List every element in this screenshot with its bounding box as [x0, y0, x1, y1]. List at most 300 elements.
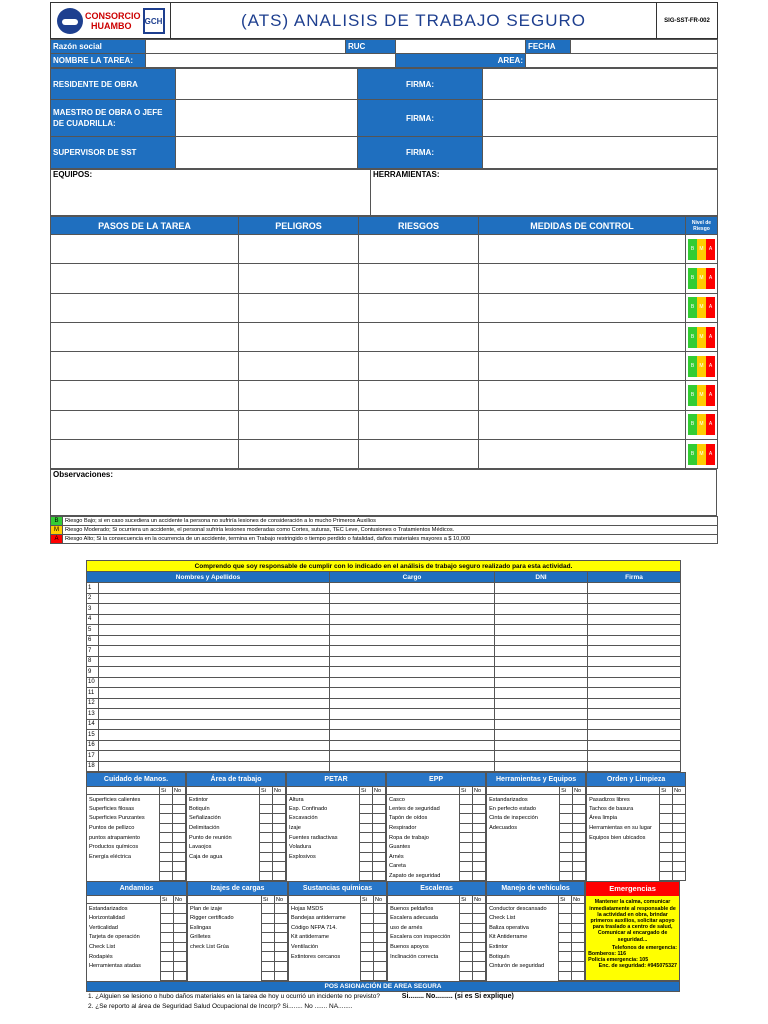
dni-cell[interactable] [495, 751, 588, 762]
si-checkbox[interactable] [160, 814, 173, 824]
si-checkbox[interactable] [262, 913, 275, 923]
risk-level-b-option[interactable]: B [688, 297, 697, 318]
si-checkbox[interactable] [360, 862, 373, 872]
si-checkbox[interactable] [559, 913, 572, 923]
si-checkbox[interactable] [660, 852, 673, 862]
no-checkbox[interactable] [275, 904, 288, 914]
peligro-cell[interactable] [239, 293, 359, 322]
cargo-cell[interactable] [330, 740, 495, 751]
no-checkbox[interactable] [174, 904, 187, 914]
cargo-cell[interactable] [330, 719, 495, 730]
si-checkbox[interactable] [460, 952, 473, 962]
no-checkbox[interactable] [273, 823, 286, 833]
fecha-field[interactable] [571, 40, 718, 54]
no-checkbox[interactable] [473, 871, 486, 881]
paso-cell[interactable] [51, 410, 239, 439]
no-checkbox[interactable] [275, 952, 288, 962]
si-checkbox[interactable] [460, 814, 473, 824]
residente-field[interactable] [176, 69, 358, 100]
no-checkbox[interactable] [673, 814, 686, 824]
risk-level-m-option[interactable]: M [697, 268, 706, 289]
no-checkbox[interactable] [373, 804, 386, 814]
no-checkbox[interactable] [473, 804, 486, 814]
medida-cell[interactable] [479, 440, 686, 469]
firma-cell[interactable] [588, 593, 681, 604]
no-checkbox[interactable] [573, 862, 586, 872]
risk-level-b-option[interactable]: B [688, 327, 697, 348]
si-checkbox[interactable] [460, 971, 473, 981]
si-checkbox[interactable] [161, 904, 174, 914]
risk-level-b-option[interactable]: B [688, 356, 697, 377]
si-checkbox[interactable] [262, 942, 275, 952]
no-checkbox[interactable] [273, 871, 286, 881]
observaciones-field[interactable] [51, 470, 717, 516]
si-checkbox[interactable] [160, 852, 173, 862]
medida-cell[interactable] [479, 410, 686, 439]
si-checkbox[interactable] [460, 804, 473, 814]
si-checkbox[interactable] [559, 952, 572, 962]
nombre-tarea-field[interactable] [146, 54, 396, 68]
no-checkbox[interactable] [374, 952, 387, 962]
cargo-cell[interactable] [330, 625, 495, 636]
no-checkbox[interactable] [573, 804, 586, 814]
herramientas-field[interactable] [371, 170, 718, 216]
si-checkbox[interactable] [460, 904, 473, 914]
no-checkbox[interactable] [273, 852, 286, 862]
si-checkbox[interactable] [360, 842, 373, 852]
no-checkbox[interactable] [373, 871, 386, 881]
si-checkbox[interactable] [660, 833, 673, 843]
cargo-cell[interactable] [330, 677, 495, 688]
risk-level-b-option[interactable]: B [688, 414, 697, 435]
paso-cell[interactable] [51, 440, 239, 469]
no-checkbox[interactable] [374, 913, 387, 923]
no-checkbox[interactable] [473, 923, 486, 933]
no-checkbox[interactable] [573, 823, 586, 833]
paso-cell[interactable] [51, 381, 239, 410]
no-checkbox[interactable] [673, 823, 686, 833]
ruc-field[interactable] [396, 40, 526, 54]
no-checkbox[interactable] [473, 814, 486, 824]
no-checkbox[interactable] [173, 804, 186, 814]
no-checkbox[interactable] [373, 842, 386, 852]
nombre-cell[interactable] [99, 688, 330, 699]
no-checkbox[interactable] [673, 842, 686, 852]
si-checkbox[interactable] [161, 971, 174, 981]
nombre-cell[interactable] [99, 593, 330, 604]
riesgo-cell[interactable] [359, 264, 479, 293]
si-checkbox[interactable] [460, 842, 473, 852]
cargo-cell[interactable] [330, 583, 495, 594]
medida-cell[interactable] [479, 322, 686, 351]
si-checkbox[interactable] [360, 804, 373, 814]
no-checkbox[interactable] [473, 842, 486, 852]
dni-cell[interactable] [495, 698, 588, 709]
si-checkbox[interactable] [560, 804, 573, 814]
no-checkbox[interactable] [573, 842, 586, 852]
si-checkbox[interactable] [260, 795, 273, 805]
firma-cell[interactable] [588, 677, 681, 688]
si-checkbox[interactable] [660, 804, 673, 814]
si-checkbox[interactable] [262, 952, 275, 962]
si-checkbox[interactable] [361, 923, 374, 933]
si-checkbox[interactable] [260, 842, 273, 852]
si-checkbox[interactable] [560, 871, 573, 881]
no-checkbox[interactable] [573, 852, 586, 862]
no-checkbox[interactable] [473, 933, 486, 943]
no-checkbox[interactable] [374, 971, 387, 981]
no-checkbox[interactable] [174, 923, 187, 933]
si-checkbox[interactable] [360, 814, 373, 824]
si-checkbox[interactable] [360, 852, 373, 862]
no-checkbox[interactable] [174, 942, 187, 952]
risk-level-a-option[interactable]: A [706, 414, 715, 435]
cargo-cell[interactable] [330, 751, 495, 762]
si-checkbox[interactable] [360, 823, 373, 833]
nombre-cell[interactable] [99, 677, 330, 688]
maestro-field[interactable] [176, 100, 358, 137]
cargo-cell[interactable] [330, 614, 495, 625]
si-checkbox[interactable] [660, 795, 673, 805]
si-checkbox[interactable] [160, 804, 173, 814]
paso-cell[interactable] [51, 322, 239, 351]
si-checkbox[interactable] [161, 942, 174, 952]
no-checkbox[interactable] [572, 952, 585, 962]
si-checkbox[interactable] [460, 961, 473, 971]
no-checkbox[interactable] [673, 833, 686, 843]
paso-cell[interactable] [51, 352, 239, 381]
firma-cell[interactable] [588, 625, 681, 636]
paso-cell[interactable] [51, 235, 239, 264]
dni-cell[interactable] [495, 719, 588, 730]
si-checkbox[interactable] [262, 904, 275, 914]
si-checkbox[interactable] [660, 862, 673, 872]
no-checkbox[interactable] [173, 852, 186, 862]
nombre-cell[interactable] [99, 625, 330, 636]
risk-level-b-option[interactable]: B [688, 268, 697, 289]
nombre-cell[interactable] [99, 709, 330, 720]
medida-cell[interactable] [479, 235, 686, 264]
risk-level-m-option[interactable]: M [697, 414, 706, 435]
si-checkbox[interactable] [560, 814, 573, 824]
razon-social-field[interactable] [146, 40, 346, 54]
dni-cell[interactable] [495, 625, 588, 636]
no-checkbox[interactable] [173, 823, 186, 833]
si-checkbox[interactable] [460, 933, 473, 943]
cargo-cell[interactable] [330, 604, 495, 615]
cargo-cell[interactable] [330, 698, 495, 709]
peligro-cell[interactable] [239, 264, 359, 293]
si-checkbox[interactable] [460, 913, 473, 923]
si-checkbox[interactable] [560, 842, 573, 852]
cargo-cell[interactable] [330, 646, 495, 657]
si-checkbox[interactable] [460, 833, 473, 843]
firma-cell[interactable] [588, 646, 681, 657]
si-checkbox[interactable] [160, 795, 173, 805]
cargo-cell[interactable] [330, 709, 495, 720]
si-checkbox[interactable] [262, 971, 275, 981]
si-checkbox[interactable] [559, 923, 572, 933]
firma-cell[interactable] [588, 604, 681, 615]
no-checkbox[interactable] [572, 942, 585, 952]
si-checkbox[interactable] [360, 795, 373, 805]
dni-cell[interactable] [495, 604, 588, 615]
dni-cell[interactable] [495, 709, 588, 720]
cargo-cell[interactable] [330, 667, 495, 678]
no-checkbox[interactable] [572, 933, 585, 943]
si-checkbox[interactable] [361, 933, 374, 943]
no-checkbox[interactable] [275, 933, 288, 943]
no-checkbox[interactable] [473, 971, 486, 981]
no-checkbox[interactable] [573, 871, 586, 881]
firma-cell[interactable] [588, 583, 681, 594]
firma-cell[interactable] [588, 698, 681, 709]
risk-level-b-option[interactable]: B [688, 444, 697, 465]
si-checkbox[interactable] [560, 833, 573, 843]
dni-cell[interactable] [495, 646, 588, 657]
no-checkbox[interactable] [573, 795, 586, 805]
no-checkbox[interactable] [373, 862, 386, 872]
cargo-cell[interactable] [330, 761, 495, 772]
no-checkbox[interactable] [374, 942, 387, 952]
no-checkbox[interactable] [473, 961, 486, 971]
no-checkbox[interactable] [173, 862, 186, 872]
no-checkbox[interactable] [572, 961, 585, 971]
no-checkbox[interactable] [673, 871, 686, 881]
si-checkbox[interactable] [160, 833, 173, 843]
no-checkbox[interactable] [374, 904, 387, 914]
dni-cell[interactable] [495, 677, 588, 688]
nombre-cell[interactable] [99, 646, 330, 657]
nombre-cell[interactable] [99, 719, 330, 730]
medida-cell[interactable] [479, 264, 686, 293]
riesgo-cell[interactable] [359, 235, 479, 264]
supervisor-field[interactable] [176, 137, 358, 169]
cargo-cell[interactable] [330, 688, 495, 699]
no-checkbox[interactable] [373, 823, 386, 833]
si-checkbox[interactable] [260, 833, 273, 843]
no-checkbox[interactable] [572, 904, 585, 914]
no-checkbox[interactable] [174, 971, 187, 981]
no-checkbox[interactable] [173, 833, 186, 843]
post-question-2[interactable]: 2. ¿Se reporto al área de Seguridad Salud Ocupacional de Incorp? Si........ No ....... NA........ [88, 1003, 353, 1011]
dni-cell[interactable] [495, 635, 588, 646]
si-checkbox[interactable] [260, 804, 273, 814]
risk-level-a-option[interactable]: A [706, 239, 715, 260]
no-checkbox[interactable] [273, 862, 286, 872]
question-1-options[interactable]: Si........ No......... (si es Si explique) [401, 993, 514, 1001]
si-checkbox[interactable] [260, 852, 273, 862]
si-checkbox[interactable] [660, 842, 673, 852]
no-checkbox[interactable] [473, 904, 486, 914]
si-checkbox[interactable] [460, 942, 473, 952]
peligro-cell[interactable] [239, 410, 359, 439]
risk-level-m-option[interactable]: M [697, 297, 706, 318]
si-checkbox[interactable] [160, 871, 173, 881]
si-checkbox[interactable] [361, 961, 374, 971]
no-checkbox[interactable] [273, 795, 286, 805]
no-checkbox[interactable] [673, 795, 686, 805]
si-checkbox[interactable] [361, 952, 374, 962]
si-checkbox[interactable] [560, 795, 573, 805]
area-field[interactable] [526, 54, 718, 68]
medida-cell[interactable] [479, 293, 686, 322]
si-checkbox[interactable] [161, 961, 174, 971]
dni-cell[interactable] [495, 614, 588, 625]
medida-cell[interactable] [479, 352, 686, 381]
si-checkbox[interactable] [360, 833, 373, 843]
no-checkbox[interactable] [273, 814, 286, 824]
si-checkbox[interactable] [460, 795, 473, 805]
si-checkbox[interactable] [460, 823, 473, 833]
risk-level-m-option[interactable]: M [697, 356, 706, 377]
no-checkbox[interactable] [373, 814, 386, 824]
si-checkbox[interactable] [262, 923, 275, 933]
peligro-cell[interactable] [239, 322, 359, 351]
nombre-cell[interactable] [99, 698, 330, 709]
firma-cell[interactable] [588, 614, 681, 625]
firma-cell[interactable] [588, 656, 681, 667]
risk-level-a-option[interactable]: A [706, 297, 715, 318]
riesgo-cell[interactable] [359, 293, 479, 322]
si-checkbox[interactable] [361, 904, 374, 914]
nombre-cell[interactable] [99, 635, 330, 646]
nombre-cell[interactable] [99, 583, 330, 594]
risk-level-a-option[interactable]: A [706, 385, 715, 406]
si-checkbox[interactable] [360, 871, 373, 881]
nombre-cell[interactable] [99, 740, 330, 751]
no-checkbox[interactable] [174, 913, 187, 923]
no-checkbox[interactable] [273, 804, 286, 814]
paso-cell[interactable] [51, 293, 239, 322]
si-checkbox[interactable] [460, 862, 473, 872]
riesgo-cell[interactable] [359, 352, 479, 381]
paso-cell[interactable] [51, 264, 239, 293]
no-checkbox[interactable] [673, 852, 686, 862]
no-checkbox[interactable] [173, 814, 186, 824]
no-checkbox[interactable] [273, 842, 286, 852]
firma-cell[interactable] [588, 740, 681, 751]
no-checkbox[interactable] [572, 923, 585, 933]
si-checkbox[interactable] [559, 933, 572, 943]
firma-cell[interactable] [588, 688, 681, 699]
no-checkbox[interactable] [374, 933, 387, 943]
si-checkbox[interactable] [660, 823, 673, 833]
si-checkbox[interactable] [559, 971, 572, 981]
no-checkbox[interactable] [275, 923, 288, 933]
si-checkbox[interactable] [160, 862, 173, 872]
no-checkbox[interactable] [473, 795, 486, 805]
cargo-cell[interactable] [330, 730, 495, 741]
no-checkbox[interactable] [174, 961, 187, 971]
cargo-cell[interactable] [330, 656, 495, 667]
no-checkbox[interactable] [174, 952, 187, 962]
equipos-field[interactable] [51, 170, 371, 216]
no-checkbox[interactable] [373, 833, 386, 843]
dni-cell[interactable] [495, 761, 588, 772]
nombre-cell[interactable] [99, 656, 330, 667]
si-checkbox[interactable] [559, 942, 572, 952]
no-checkbox[interactable] [473, 833, 486, 843]
dni-cell[interactable] [495, 740, 588, 751]
no-checkbox[interactable] [473, 862, 486, 872]
no-checkbox[interactable] [473, 852, 486, 862]
si-checkbox[interactable] [260, 871, 273, 881]
no-checkbox[interactable] [673, 862, 686, 872]
no-checkbox[interactable] [572, 913, 585, 923]
firma-maestro-field[interactable] [483, 100, 718, 137]
risk-level-m-option[interactable]: M [697, 444, 706, 465]
risk-level-m-option[interactable]: M [697, 385, 706, 406]
no-checkbox[interactable] [473, 952, 486, 962]
risk-level-a-option[interactable]: A [706, 444, 715, 465]
no-checkbox[interactable] [473, 823, 486, 833]
no-checkbox[interactable] [573, 833, 586, 843]
no-checkbox[interactable] [173, 795, 186, 805]
si-checkbox[interactable] [559, 961, 572, 971]
firma-cell[interactable] [588, 761, 681, 772]
si-checkbox[interactable] [460, 852, 473, 862]
riesgo-cell[interactable] [359, 322, 479, 351]
si-checkbox[interactable] [361, 942, 374, 952]
riesgo-cell[interactable] [359, 440, 479, 469]
riesgo-cell[interactable] [359, 410, 479, 439]
risk-level-a-option[interactable]: A [706, 356, 715, 377]
si-checkbox[interactable] [160, 823, 173, 833]
risk-level-m-option[interactable]: M [697, 239, 706, 260]
nombre-cell[interactable] [99, 604, 330, 615]
dni-cell[interactable] [495, 593, 588, 604]
si-checkbox[interactable] [361, 913, 374, 923]
si-checkbox[interactable] [161, 952, 174, 962]
risk-level-m-option[interactable]: M [697, 327, 706, 348]
si-checkbox[interactable] [260, 823, 273, 833]
si-checkbox[interactable] [260, 814, 273, 824]
si-checkbox[interactable] [460, 871, 473, 881]
no-checkbox[interactable] [374, 923, 387, 933]
si-checkbox[interactable] [361, 971, 374, 981]
firma-cell[interactable] [588, 730, 681, 741]
nombre-cell[interactable] [99, 761, 330, 772]
si-checkbox[interactable] [161, 913, 174, 923]
no-checkbox[interactable] [174, 933, 187, 943]
si-checkbox[interactable] [660, 871, 673, 881]
si-checkbox[interactable] [160, 842, 173, 852]
risk-level-a-option[interactable]: A [706, 327, 715, 348]
risk-level-a-option[interactable]: A [706, 268, 715, 289]
firma-residente-field[interactable] [483, 69, 718, 100]
si-checkbox[interactable] [559, 904, 572, 914]
no-checkbox[interactable] [275, 913, 288, 923]
nombre-cell[interactable] [99, 667, 330, 678]
no-checkbox[interactable] [374, 961, 387, 971]
no-checkbox[interactable] [673, 804, 686, 814]
firma-cell[interactable] [588, 719, 681, 730]
no-checkbox[interactable] [275, 961, 288, 971]
no-checkbox[interactable] [273, 833, 286, 843]
no-checkbox[interactable] [173, 842, 186, 852]
no-checkbox[interactable] [373, 795, 386, 805]
dni-cell[interactable] [495, 730, 588, 741]
no-checkbox[interactable] [275, 971, 288, 981]
nombre-cell[interactable] [99, 614, 330, 625]
si-checkbox[interactable] [660, 814, 673, 824]
cargo-cell[interactable] [330, 593, 495, 604]
si-checkbox[interactable] [161, 923, 174, 933]
nombre-cell[interactable] [99, 751, 330, 762]
no-checkbox[interactable] [572, 971, 585, 981]
si-checkbox[interactable] [262, 933, 275, 943]
